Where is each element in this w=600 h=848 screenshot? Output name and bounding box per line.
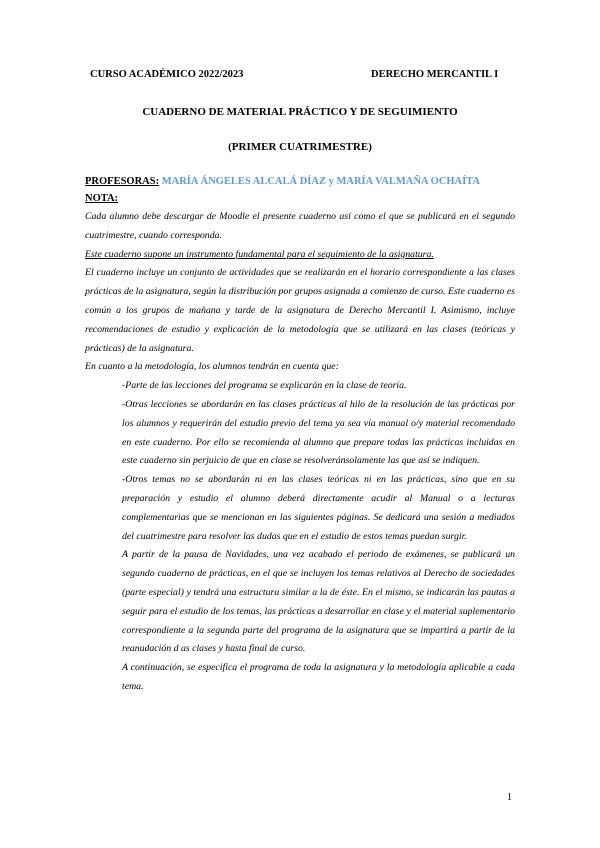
paragraph-activities: El cuaderno incluye un conjunto de actividades que se realizarán en el horario correspondiente a las clases prácticas de la asignatura, según la distribución por grupos asignada a comienzo de curso. Este cuaderno es común a los grupos de mañana y tarde de la asignatura de Derecho Mercantil I. Asimismo, incluye recomendaciones de estudio y explicación de la metodología que se utilizará en las clases (teóricas y prácticas) de la asignatura. (85, 267, 515, 354)
header-academic-year: CURSO ACADÉMICO 2022/2023 (90, 69, 244, 80)
document-title: CUADERNO DE MATERIAL PRÁCTICO Y DE SEGUIMIENTO (142, 106, 458, 118)
professors-names: MARÍA ÁNGELES ALCALÁ DÍAZ y MARÍA VALMAÑA OCHAÍTA (161, 176, 480, 187)
note-label: NOTA: (85, 193, 119, 204)
professors-line (85, 176, 480, 187)
paragraph-second-notebook: A partir de la pausa de Navidades, una vez acabado el periodo de exámenes, se publicará un segundo cuaderno de prácticas, en el que se incluyen los temas relativos al Derecho de sociedades (parte especial) y tendrá una estructura similar a la de éste. En el mismo, se indicarán las pautas a seguir para el estudio de los temas, las prácticas a desarrollar en clase y el material suplementario correspondiente a la segunda parte del programa de la asignatura que se impartirá a partir de la reanudación d as clases y hasta final de curso. (122, 549, 515, 655)
paragraph-self-study: -Otros temas no se abordarán ni en las clases teóricas ni en las prácticas, sino que en su preparación y estudio el alumno deberá directamente acudir al Manual o a lecturas complementarias que se mencionan en las siguientes páginas. Se dedicará una sesión a mediados del cuatrimestre para resolver las dudas que en el estudio de estos temas puedan surgir. (122, 474, 515, 542)
paragraph-theory-lessons: -Parte de las lecciones del programa se explicarán en la clase de teoría. (122, 380, 407, 392)
professors-label: PROFESORAS: (85, 176, 160, 187)
paragraph-program: A continuación, se especifica el programa de toda la asignatura y la metodología aplicable a cada tema. (122, 662, 515, 692)
paragraph-practical-lessons: -Otras lecciones se abordarán en las clases prácticas al hilo de la resolución de las prácticas por los alumnos y requerirán del estudio previo del tema ya sea vía manual o/y material recomendado en este cuaderno. Por ello se recomienda al alumno que prepare todas las prácticas incluidas en este cuaderno sin perjuicio de que en clase se resolveránsolamente las que así se indiquen. (122, 398, 515, 467)
document-body (85, 208, 515, 697)
page-number: 1 (507, 792, 512, 803)
document-subtitle: (PRIMER CUATRIMESTRE) (228, 141, 372, 153)
header-subject: DERECHO MERCANTIL I (371, 69, 499, 80)
paragraph-download: Cada alumno debe descargar de Moodle el presente cuaderno así como el que se publicará en el segundo cuatrimestre, cuando corresponda. (85, 211, 515, 241)
paragraph-instrument: Este cuaderno supone un instrumento fundamental para el seguimiento de la asignatura. (85, 248, 434, 260)
paragraph-methodology-intro: En cuanto a la metodología, los alumnos tendrán en cuenta que: (85, 361, 339, 373)
